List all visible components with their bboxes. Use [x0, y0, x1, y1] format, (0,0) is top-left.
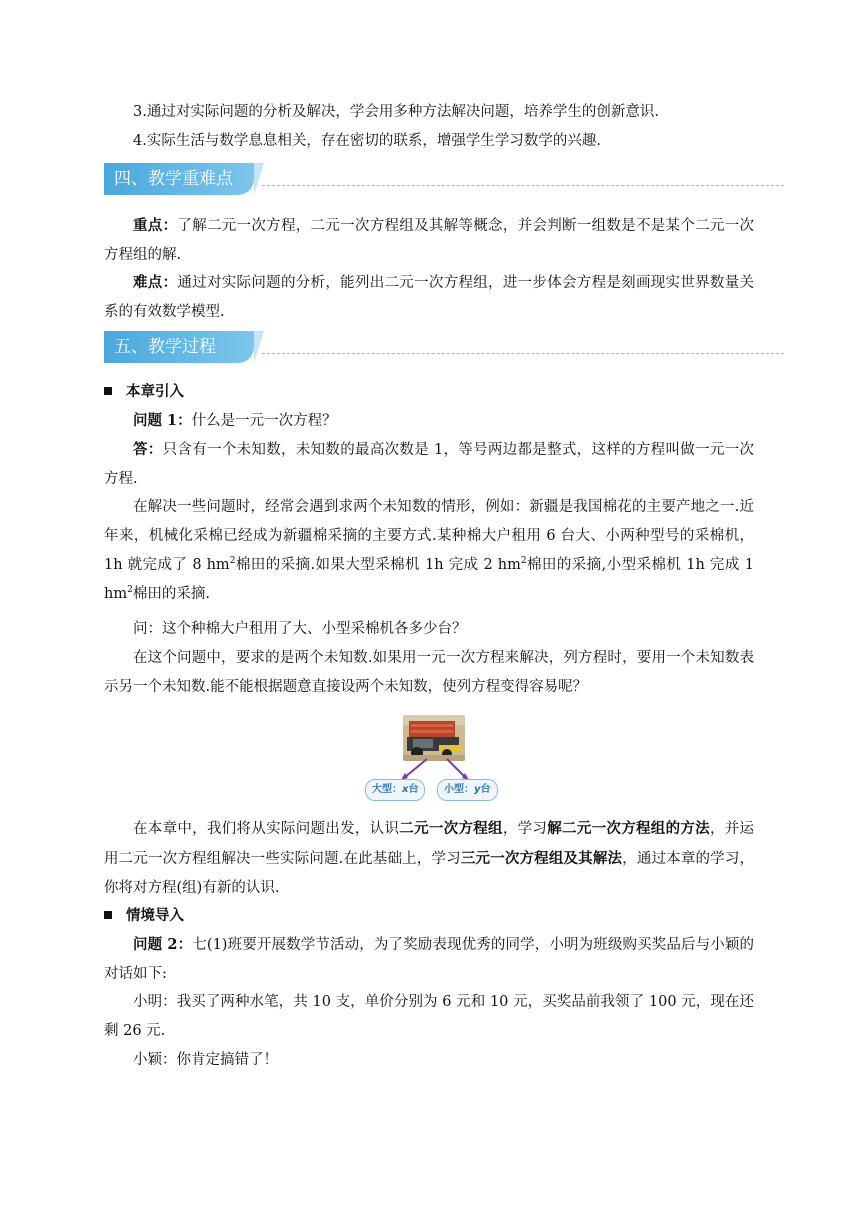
goal-4: 4.实际生活与数学息息相关，存在密切的联系，增强学生学习数学的兴趣.	[133, 133, 601, 149]
bullet-icon	[104, 911, 112, 919]
section-title-4: 四、教学重难点	[104, 163, 254, 195]
question-1: 问题 1：什么是一元一次方程？	[133, 412, 337, 429]
bullet-icon	[104, 387, 112, 395]
section-header-4	[104, 163, 784, 197]
scene-heading: 情境导入	[104, 901, 754, 931]
dialog-xiaoming: 小明：我买了两种水笔，共 10 支，单价分别为 6 元和 10 元，买奖品前我领了 100 元，现在还剩 26 元.	[104, 994, 754, 1039]
question-2: 问题 2：七(1)班要开展数学节活动，为了奖励表现优秀的同学，小明为班级购买奖品后与小颖的对话如下:	[104, 936, 754, 982]
answer-1: 答：只含有一个未知数，未知数的最高次数是 1，等号两边都是整式，这样的方程叫做一元一次方程.	[104, 441, 754, 487]
label-small-machine: 小型：y台	[437, 779, 498, 801]
intro-heading: 本章引入	[104, 377, 754, 407]
section-divider	[262, 353, 784, 354]
paragraph-chapter-overview: 在本章中，我们将从实际问题出发，认识二元一次方程组，学习解二元一次方程组的方法，并运用二元一次方程组解决一些实际问题.在此基础上，学习三元一次方程组及其解法，通过本章的学习，你将对方程(组)有新的认识.	[104, 820, 755, 896]
difficult-label: 难点：	[133, 274, 178, 291]
key-label: 重点：	[133, 217, 178, 234]
goal-3: 3.通过对实际问题的分析及解决，学会用多种方法解决问题，培养学生的创新意识.	[133, 104, 659, 120]
section-divider	[262, 185, 784, 186]
paragraph-two-unknowns: 在这个问题中，要求的是两个未知数.如果用一元一次方程来解决，列方程时，要用一个未知数表示另一个未知数.能不能根据题意直接设两个未知数，使列方程变得容易呢？	[104, 650, 754, 695]
difficult-text: 通过对实际问题的分析，能列出二元一次方程组，进一步体会方程是刻画现实世界数量关系的有效数学模型.	[104, 275, 755, 320]
question-line: 问：这个种棉大户租用了大、小型采棉机各多少台？	[133, 621, 467, 637]
section-title-5: 五、教学过程	[104, 331, 254, 363]
paragraph-cotton: 在解决一些问题时，经常会遇到求两个未知数的情形，例如：新疆是我国棉花的主要产地之一.近年来，机械化采棉已经成为新疆棉采摘的主要方式.某种棉大户租用 6 台大、小两种型号的采棉机，1h 就完成了 8 $hm^2$棉田的采摘.如果大型采棉机 1h 完成 2 $hm^2$棉田的采摘,小型采棉机 1h 完成 1 $hm^2$棉田的采摘.	[104, 499, 754, 602]
key-point	[104, 211, 754, 270]
difficult-point	[104, 268, 754, 327]
section-header-5	[104, 331, 784, 365]
dialog-xiaoying: 小颖：你肯定搞错了！	[133, 1052, 278, 1068]
key-text: 了解二元一次方程，二元一次方程组及其解等概念，并会判断一组数是不是某个二元一次方程组的解.	[104, 218, 755, 263]
label-large-machine: 大型：x台	[365, 779, 425, 801]
cotton-harvester-figure	[365, 715, 505, 805]
